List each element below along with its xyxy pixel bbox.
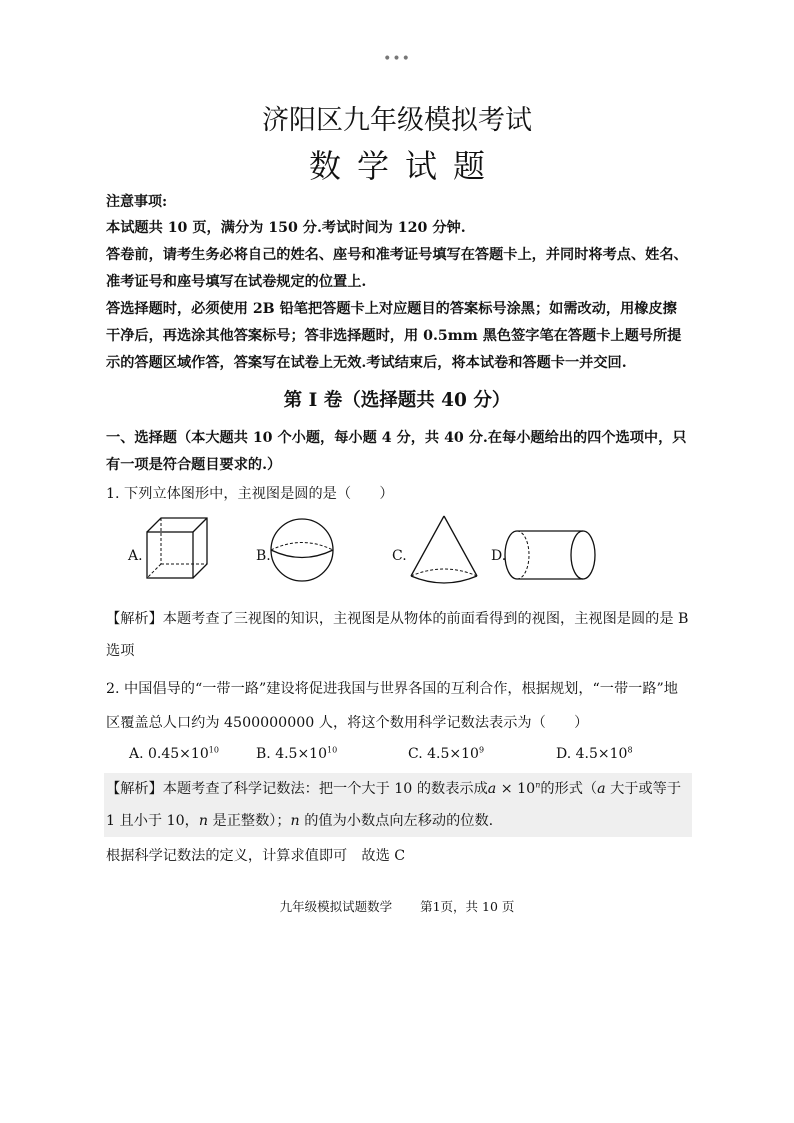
q2-option-d: D. $4.5\times 10^8$ (556, 745, 633, 762)
question-2-stem: 2. 中国倡导的“一带一路”建设将促进我国与世界各国的互利合作，根据规划，“一带一路”地区覆盖总人口约为 4500000000 人，将这个数用科学记数法表示为（ ） (106, 681, 678, 731)
footer-page-number: 第1页，共 10 页 (420, 899, 515, 914)
section-instruction: 一、选择题（本大题共 10 个小题，每小题 4 分，共 40 分.在每小题给出的四个选项中，只有一项是符合题目要求的.） (106, 430, 687, 473)
q1-option-b-label: B. (256, 548, 271, 564)
exam-title: 济阳区九年级模拟考试 (262, 105, 532, 136)
header-dots: ••• (383, 51, 411, 67)
footer-subject: 九年级模拟试题数学 (279, 899, 393, 914)
question-2-conclusion: 根据科学记数法的定义，计算求值即可 故选 C (106, 848, 406, 864)
question-1-analysis: 【解析】本题考查了三视图的知识，主视图是从物体的前面看得到的视图，主视图是圆的是 B 选项 (106, 611, 689, 659)
notes-paragraph-1: 本试题共 10 页，满分为 150 分.考试时间为 120 分钟. (106, 220, 466, 236)
q2-option-a: A. $0.45\times 10^{10}$ (129, 745, 219, 762)
q1-option-a-label: A. (128, 548, 143, 564)
cylinder-icon (503, 528, 598, 584)
notes-heading: 注意事项: (106, 194, 168, 210)
question-1-stem: 1. 下列立体图形中，主视图是圆的是（ ） (106, 486, 394, 502)
notes-paragraph-2: 答卷前，请考生务必将自己的姓名、座号和准考证号填写在答题卡上，并同时将考点、姓名、准考证号和座号填写在试卷规定的位置上. (106, 247, 688, 290)
exam-subtitle: 数学试题 (308, 147, 501, 185)
q2-option-c: C. $4.5\times 10^9$ (408, 745, 485, 762)
page-footer (0, 898, 794, 916)
q1-option-d-label: D. (491, 548, 507, 564)
notes-paragraph-3: 答选择题时，必须使用 2B 铅笔把答题卡上对应题目的答案标号涂黑；如需改动，用橡皮擦干净后，再选涂其他答案标号；答非选择题时，用 0.5mm 黑色签字笔在答题卡上题号所提示的答题区域作答，答案写在试卷上无效.考试结束后，将本试卷和答题卡一并交回. (106, 301, 682, 371)
question-2-analysis: 【解析】本题考查了科学记数法：把一个大于 10 的数表示成$a \times 10^n$的形式（a 大于或等于 1 且小于 10，n 是正整数）；n 的值为小数点向左移动的位数. (106, 780, 682, 829)
cone-icon (404, 512, 484, 592)
cube-icon (142, 514, 212, 584)
section-title: 第 I 卷（选择题共 40 分） (283, 390, 511, 411)
q2-option-b: B. $4.5\times 10^{10}$ (256, 745, 338, 762)
sphere-icon (268, 516, 336, 584)
q1-option-c-label: C. (392, 548, 407, 564)
